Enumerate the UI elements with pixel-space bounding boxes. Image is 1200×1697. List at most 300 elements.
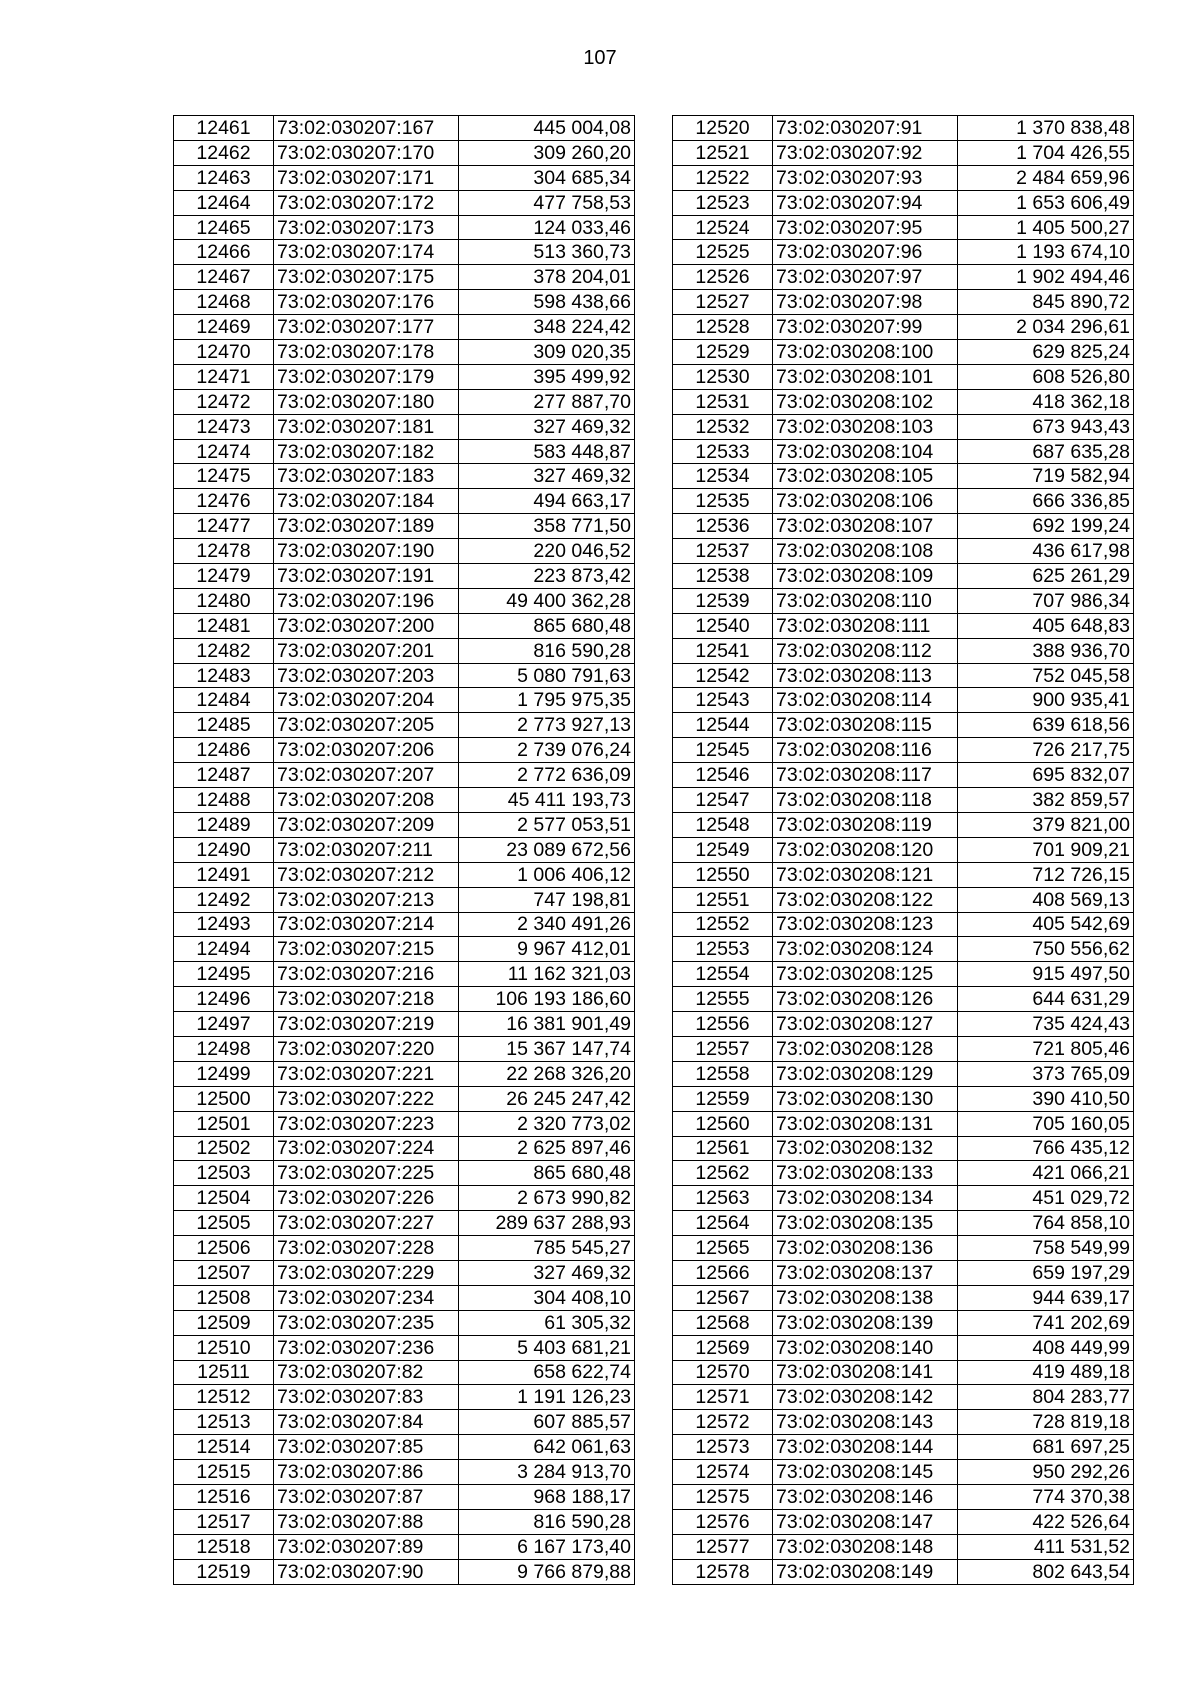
value-cell: 309 020,35 xyxy=(459,340,635,365)
row-number-cell: 12491 xyxy=(174,862,274,887)
row-number-cell: 12550 xyxy=(673,862,773,887)
cadastral-number-cell: 73:02:030207:180 xyxy=(274,389,459,414)
row-number-cell: 12574 xyxy=(673,1460,773,1485)
table-row xyxy=(174,464,635,489)
table-row xyxy=(673,912,1134,937)
row-number-cell: 12480 xyxy=(174,588,274,613)
cadastral-number-cell: 73:02:030207:226 xyxy=(274,1186,459,1211)
value-cell: 845 890,72 xyxy=(958,290,1134,315)
cadastral-number-cell: 73:02:030208:113 xyxy=(773,663,958,688)
row-number-cell: 12501 xyxy=(174,1111,274,1136)
cadastral-number-cell: 73:02:030208:105 xyxy=(773,464,958,489)
cadastral-number-cell: 73:02:030208:106 xyxy=(773,489,958,514)
row-number-cell: 12570 xyxy=(673,1360,773,1385)
row-number-cell: 12555 xyxy=(673,987,773,1012)
cadastral-number-cell: 73:02:030207:189 xyxy=(274,514,459,539)
row-number-cell: 12577 xyxy=(673,1534,773,1559)
value-cell: 1 405 500,27 xyxy=(958,215,1134,240)
cadastral-number-cell: 73:02:030208:111 xyxy=(773,613,958,638)
table-row xyxy=(673,1484,1134,1509)
table-row xyxy=(174,116,635,141)
value-cell: 327 469,32 xyxy=(459,464,635,489)
table-row xyxy=(673,1285,1134,1310)
value-cell: 681 697,25 xyxy=(958,1435,1134,1460)
table-row xyxy=(174,1136,635,1161)
row-number-cell: 12488 xyxy=(174,788,274,813)
cadastral-number-cell: 73:02:030207:220 xyxy=(274,1036,459,1061)
table-row xyxy=(673,788,1134,813)
cadastral-number-cell: 73:02:030207:95 xyxy=(773,215,958,240)
cadastral-number-cell: 73:02:030207:82 xyxy=(274,1360,459,1385)
row-number-cell: 12462 xyxy=(174,140,274,165)
table-row xyxy=(174,1460,635,1485)
cadastral-number-cell: 73:02:030207:209 xyxy=(274,812,459,837)
row-number-cell: 12566 xyxy=(673,1260,773,1285)
table-row xyxy=(673,1360,1134,1385)
row-number-cell: 12557 xyxy=(673,1036,773,1061)
value-cell: 327 469,32 xyxy=(459,414,635,439)
value-cell: 418 362,18 xyxy=(958,389,1134,414)
table-row xyxy=(673,265,1134,290)
value-cell: 750 556,62 xyxy=(958,937,1134,962)
table-row xyxy=(174,1260,635,1285)
table-row xyxy=(174,1310,635,1335)
value-cell: 451 029,72 xyxy=(958,1186,1134,1211)
cadastral-number-cell: 73:02:030208:147 xyxy=(773,1509,958,1534)
cadastral-number-cell: 73:02:030208:130 xyxy=(773,1086,958,1111)
value-cell: 5 080 791,63 xyxy=(459,663,635,688)
table-row xyxy=(673,315,1134,340)
value-cell: 1 795 975,35 xyxy=(459,688,635,713)
table-row xyxy=(174,1111,635,1136)
row-number-cell: 12519 xyxy=(174,1559,274,1584)
row-number-cell: 12571 xyxy=(673,1385,773,1410)
cadastral-number-cell: 73:02:030207:196 xyxy=(274,588,459,613)
table-row xyxy=(673,1460,1134,1485)
row-number-cell: 12495 xyxy=(174,962,274,987)
cadastral-number-cell: 73:02:030208:119 xyxy=(773,812,958,837)
table-row xyxy=(673,663,1134,688)
row-number-cell: 12497 xyxy=(174,1012,274,1037)
row-number-cell: 12532 xyxy=(673,414,773,439)
row-number-cell: 12526 xyxy=(673,265,773,290)
table-row xyxy=(673,190,1134,215)
cadastral-number-cell: 73:02:030207:222 xyxy=(274,1086,459,1111)
table-row xyxy=(673,140,1134,165)
cadastral-number-cell: 73:02:030208:104 xyxy=(773,439,958,464)
table-row xyxy=(673,1211,1134,1236)
table-row xyxy=(174,1360,635,1385)
row-number-cell: 12538 xyxy=(673,564,773,589)
table-row xyxy=(174,265,635,290)
cadastral-number-cell: 73:02:030207:212 xyxy=(274,862,459,887)
cadastral-number-cell: 73:02:030207:235 xyxy=(274,1310,459,1335)
table-row xyxy=(673,240,1134,265)
row-number-cell: 12578 xyxy=(673,1559,773,1584)
value-cell: 764 858,10 xyxy=(958,1211,1134,1236)
value-cell: 445 004,08 xyxy=(459,116,635,141)
value-cell: 408 449,99 xyxy=(958,1335,1134,1360)
row-number-cell: 12565 xyxy=(673,1236,773,1261)
row-number-cell: 12468 xyxy=(174,290,274,315)
cadastral-number-cell: 73:02:030207:223 xyxy=(274,1111,459,1136)
table-row xyxy=(673,1236,1134,1261)
table-row xyxy=(673,1435,1134,1460)
cadastral-number-cell: 73:02:030207:200 xyxy=(274,613,459,638)
row-number-cell: 12466 xyxy=(174,240,274,265)
cadastral-number-cell: 73:02:030208:112 xyxy=(773,638,958,663)
cadastral-number-cell: 73:02:030207:94 xyxy=(773,190,958,215)
value-cell: 1 370 838,48 xyxy=(958,116,1134,141)
value-cell: 422 526,64 xyxy=(958,1509,1134,1534)
value-cell: 865 680,48 xyxy=(459,613,635,638)
value-cell: 735 424,43 xyxy=(958,1012,1134,1037)
row-number-cell: 12470 xyxy=(174,340,274,365)
value-cell: 494 663,17 xyxy=(459,489,635,514)
row-number-cell: 12561 xyxy=(673,1136,773,1161)
cadastral-number-cell: 73:02:030207:214 xyxy=(274,912,459,937)
table-row xyxy=(174,1335,635,1360)
registry-table-left xyxy=(173,115,635,1585)
value-cell: 436 617,98 xyxy=(958,539,1134,564)
value-cell: 49 400 362,28 xyxy=(459,588,635,613)
row-number-cell: 12547 xyxy=(673,788,773,813)
table-row xyxy=(174,1484,635,1509)
cadastral-number-cell: 73:02:030207:176 xyxy=(274,290,459,315)
table-row xyxy=(673,564,1134,589)
value-cell: 865 680,48 xyxy=(459,1161,635,1186)
row-number-cell: 12535 xyxy=(673,489,773,514)
row-number-cell: 12524 xyxy=(673,215,773,240)
row-number-cell: 12471 xyxy=(174,364,274,389)
value-cell: 659 197,29 xyxy=(958,1260,1134,1285)
table-row xyxy=(673,1410,1134,1435)
row-number-cell: 12560 xyxy=(673,1111,773,1136)
cadastral-number-cell: 73:02:030208:122 xyxy=(773,887,958,912)
cadastral-number-cell: 73:02:030208:129 xyxy=(773,1061,958,1086)
row-number-cell: 12498 xyxy=(174,1036,274,1061)
value-cell: 309 260,20 xyxy=(459,140,635,165)
table-row xyxy=(174,140,635,165)
table-row xyxy=(673,887,1134,912)
value-cell: 382 859,57 xyxy=(958,788,1134,813)
row-number-cell: 12548 xyxy=(673,812,773,837)
table-row xyxy=(174,539,635,564)
row-number-cell: 12573 xyxy=(673,1435,773,1460)
cadastral-number-cell: 73:02:030207:218 xyxy=(274,987,459,1012)
value-cell: 220 046,52 xyxy=(459,539,635,564)
value-cell: 477 758,53 xyxy=(459,190,635,215)
value-cell: 785 545,27 xyxy=(459,1236,635,1261)
registry-table-right xyxy=(672,115,1134,1585)
table-row xyxy=(174,638,635,663)
value-cell: 2 773 927,13 xyxy=(459,713,635,738)
value-cell: 5 403 681,21 xyxy=(459,1335,635,1360)
row-number-cell: 12556 xyxy=(673,1012,773,1037)
row-number-cell: 12576 xyxy=(673,1509,773,1534)
row-number-cell: 12563 xyxy=(673,1186,773,1211)
row-number-cell: 12473 xyxy=(174,414,274,439)
row-number-cell: 12461 xyxy=(174,116,274,141)
row-number-cell: 12529 xyxy=(673,340,773,365)
value-cell: 719 582,94 xyxy=(958,464,1134,489)
row-number-cell: 12536 xyxy=(673,514,773,539)
row-number-cell: 12531 xyxy=(673,389,773,414)
table-row xyxy=(174,1385,635,1410)
cadastral-number-cell: 73:02:030207:90 xyxy=(274,1559,459,1584)
cadastral-number-cell: 73:02:030207:206 xyxy=(274,738,459,763)
cadastral-number-cell: 73:02:030208:132 xyxy=(773,1136,958,1161)
value-cell: 304 408,10 xyxy=(459,1285,635,1310)
page-number: 107 xyxy=(583,47,617,69)
cadastral-number-cell: 73:02:030207:91 xyxy=(773,116,958,141)
value-cell: 968 188,17 xyxy=(459,1484,635,1509)
value-cell: 1 704 426,55 xyxy=(958,140,1134,165)
cadastral-number-cell: 73:02:030207:183 xyxy=(274,464,459,489)
cadastral-number-cell: 73:02:030208:117 xyxy=(773,763,958,788)
value-cell: 22 268 326,20 xyxy=(459,1061,635,1086)
value-cell: 2 577 053,51 xyxy=(459,812,635,837)
value-cell: 804 283,77 xyxy=(958,1385,1134,1410)
table-row xyxy=(174,1186,635,1211)
table-row xyxy=(174,215,635,240)
cadastral-number-cell: 73:02:030207:99 xyxy=(773,315,958,340)
value-cell: 1 006 406,12 xyxy=(459,862,635,887)
table-row xyxy=(673,638,1134,663)
row-number-cell: 12487 xyxy=(174,763,274,788)
value-cell: 421 066,21 xyxy=(958,1161,1134,1186)
table-row xyxy=(673,862,1134,887)
value-cell: 721 805,46 xyxy=(958,1036,1134,1061)
row-number-cell: 12549 xyxy=(673,837,773,862)
cadastral-number-cell: 73:02:030207:89 xyxy=(274,1534,459,1559)
cadastral-number-cell: 73:02:030208:137 xyxy=(773,1260,958,1285)
row-number-cell: 12494 xyxy=(174,937,274,962)
value-cell: 900 935,41 xyxy=(958,688,1134,713)
value-cell: 712 726,15 xyxy=(958,862,1134,887)
cadastral-number-cell: 73:02:030207:87 xyxy=(274,1484,459,1509)
cadastral-number-cell: 73:02:030207:170 xyxy=(274,140,459,165)
value-cell: 289 637 288,93 xyxy=(459,1211,635,1236)
value-cell: 687 635,28 xyxy=(958,439,1134,464)
cadastral-number-cell: 73:02:030207:221 xyxy=(274,1061,459,1086)
row-number-cell: 12567 xyxy=(673,1285,773,1310)
value-cell: 61 305,32 xyxy=(459,1310,635,1335)
value-cell: 2 772 636,09 xyxy=(459,763,635,788)
table-row xyxy=(174,190,635,215)
table-row xyxy=(673,389,1134,414)
table-row xyxy=(174,564,635,589)
table-row xyxy=(673,489,1134,514)
value-cell: 2 625 897,46 xyxy=(459,1136,635,1161)
value-cell: 915 497,50 xyxy=(958,962,1134,987)
cadastral-number-cell: 73:02:030208:133 xyxy=(773,1161,958,1186)
value-cell: 2 673 990,82 xyxy=(459,1186,635,1211)
cadastral-number-cell: 73:02:030208:145 xyxy=(773,1460,958,1485)
value-cell: 405 542,69 xyxy=(958,912,1134,937)
value-cell: 3 284 913,70 xyxy=(459,1460,635,1485)
cadastral-number-cell: 73:02:030208:107 xyxy=(773,514,958,539)
cadastral-number-cell: 73:02:030207:172 xyxy=(274,190,459,215)
cadastral-number-cell: 73:02:030207:93 xyxy=(773,165,958,190)
table-row xyxy=(174,1559,635,1584)
row-number-cell: 12472 xyxy=(174,389,274,414)
value-cell: 11 162 321,03 xyxy=(459,962,635,987)
table-row xyxy=(673,464,1134,489)
cadastral-number-cell: 73:02:030208:136 xyxy=(773,1236,958,1261)
row-number-cell: 12554 xyxy=(673,962,773,987)
cadastral-number-cell: 73:02:030207:225 xyxy=(274,1161,459,1186)
table-row xyxy=(673,738,1134,763)
table-row xyxy=(673,1061,1134,1086)
row-number-cell: 12575 xyxy=(673,1484,773,1509)
row-number-cell: 12509 xyxy=(174,1310,274,1335)
row-number-cell: 12499 xyxy=(174,1061,274,1086)
cadastral-number-cell: 73:02:030208:108 xyxy=(773,539,958,564)
value-cell: 358 771,50 xyxy=(459,514,635,539)
row-number-cell: 12512 xyxy=(174,1385,274,1410)
value-cell: 741 202,69 xyxy=(958,1310,1134,1335)
cadastral-number-cell: 73:02:030207:181 xyxy=(274,414,459,439)
value-cell: 23 089 672,56 xyxy=(459,837,635,862)
row-number-cell: 12562 xyxy=(673,1161,773,1186)
cadastral-number-cell: 73:02:030207:174 xyxy=(274,240,459,265)
value-cell: 1 653 606,49 xyxy=(958,190,1134,215)
table-row xyxy=(673,1161,1134,1186)
row-number-cell: 12533 xyxy=(673,439,773,464)
cadastral-number-cell: 73:02:030208:103 xyxy=(773,414,958,439)
table-row xyxy=(673,165,1134,190)
table-row xyxy=(174,663,635,688)
table-row xyxy=(673,1385,1134,1410)
value-cell: 816 590,28 xyxy=(459,1509,635,1534)
table-row xyxy=(673,116,1134,141)
value-cell: 373 765,09 xyxy=(958,1061,1134,1086)
value-cell: 124 033,46 xyxy=(459,215,635,240)
row-number-cell: 12486 xyxy=(174,738,274,763)
row-number-cell: 12500 xyxy=(174,1086,274,1111)
value-cell: 707 986,34 xyxy=(958,588,1134,613)
cadastral-number-cell: 73:02:030207:203 xyxy=(274,663,459,688)
row-number-cell: 12517 xyxy=(174,1509,274,1534)
row-number-cell: 12564 xyxy=(673,1211,773,1236)
value-cell: 701 909,21 xyxy=(958,837,1134,862)
value-cell: 644 631,29 xyxy=(958,987,1134,1012)
row-number-cell: 12544 xyxy=(673,713,773,738)
cadastral-number-cell: 73:02:030208:102 xyxy=(773,389,958,414)
cadastral-number-cell: 73:02:030207:178 xyxy=(274,340,459,365)
cadastral-number-cell: 73:02:030208:116 xyxy=(773,738,958,763)
value-cell: 277 887,70 xyxy=(459,389,635,414)
row-number-cell: 12475 xyxy=(174,464,274,489)
row-number-cell: 12542 xyxy=(673,663,773,688)
cadastral-number-cell: 73:02:030207:205 xyxy=(274,713,459,738)
row-number-cell: 12508 xyxy=(174,1285,274,1310)
table-row xyxy=(673,290,1134,315)
table-row xyxy=(174,962,635,987)
cadastral-number-cell: 73:02:030208:110 xyxy=(773,588,958,613)
row-number-cell: 12504 xyxy=(174,1186,274,1211)
table-row xyxy=(673,1335,1134,1360)
cadastral-number-cell: 73:02:030207:234 xyxy=(274,1285,459,1310)
value-cell: 26 245 247,42 xyxy=(459,1086,635,1111)
table-row xyxy=(673,514,1134,539)
cadastral-number-cell: 73:02:030207:207 xyxy=(274,763,459,788)
table-row xyxy=(673,588,1134,613)
cadastral-number-cell: 73:02:030208:114 xyxy=(773,688,958,713)
value-cell: 1 191 126,23 xyxy=(459,1385,635,1410)
table-row xyxy=(673,987,1134,1012)
value-cell: 419 489,18 xyxy=(958,1360,1134,1385)
value-cell: 758 549,99 xyxy=(958,1236,1134,1261)
value-cell: 658 622,74 xyxy=(459,1360,635,1385)
cadastral-number-cell: 73:02:030207:190 xyxy=(274,539,459,564)
table-row xyxy=(673,539,1134,564)
table-row xyxy=(673,1260,1134,1285)
row-number-cell: 12478 xyxy=(174,539,274,564)
value-cell: 45 411 193,73 xyxy=(459,788,635,813)
cadastral-number-cell: 73:02:030207:179 xyxy=(274,364,459,389)
row-number-cell: 12518 xyxy=(174,1534,274,1559)
table-row xyxy=(174,738,635,763)
value-cell: 388 936,70 xyxy=(958,638,1134,663)
value-cell: 774 370,38 xyxy=(958,1484,1134,1509)
value-cell: 304 685,34 xyxy=(459,165,635,190)
value-cell: 695 832,07 xyxy=(958,763,1134,788)
value-cell: 673 943,43 xyxy=(958,414,1134,439)
table-row xyxy=(174,1410,635,1435)
table-row xyxy=(673,215,1134,240)
cadastral-number-cell: 73:02:030207:84 xyxy=(274,1410,459,1435)
cadastral-number-cell: 73:02:030208:127 xyxy=(773,1012,958,1037)
row-number-cell: 12572 xyxy=(673,1410,773,1435)
value-cell: 348 224,42 xyxy=(459,315,635,340)
cadastral-number-cell: 73:02:030208:120 xyxy=(773,837,958,862)
cadastral-number-cell: 73:02:030207:224 xyxy=(274,1136,459,1161)
table-row xyxy=(174,912,635,937)
cadastral-number-cell: 73:02:030208:131 xyxy=(773,1111,958,1136)
table-row xyxy=(673,1012,1134,1037)
row-number-cell: 12527 xyxy=(673,290,773,315)
row-number-cell: 12546 xyxy=(673,763,773,788)
value-cell: 598 438,66 xyxy=(459,290,635,315)
row-number-cell: 12484 xyxy=(174,688,274,713)
row-number-cell: 12540 xyxy=(673,613,773,638)
cadastral-number-cell: 73:02:030207:191 xyxy=(274,564,459,589)
table-row xyxy=(174,315,635,340)
cadastral-number-cell: 73:02:030208:142 xyxy=(773,1385,958,1410)
table-row xyxy=(673,1036,1134,1061)
table-row xyxy=(174,514,635,539)
value-cell: 9 766 879,88 xyxy=(459,1559,635,1584)
table-row xyxy=(174,414,635,439)
value-cell: 15 367 147,74 xyxy=(459,1036,635,1061)
cadastral-number-cell: 73:02:030207:229 xyxy=(274,1260,459,1285)
cadastral-number-cell: 73:02:030207:184 xyxy=(274,489,459,514)
cadastral-number-cell: 73:02:030208:138 xyxy=(773,1285,958,1310)
cadastral-number-cell: 73:02:030208:118 xyxy=(773,788,958,813)
cadastral-number-cell: 73:02:030207:204 xyxy=(274,688,459,713)
value-cell: 411 531,52 xyxy=(958,1534,1134,1559)
table-row xyxy=(673,688,1134,713)
value-cell: 629 825,24 xyxy=(958,340,1134,365)
cadastral-number-cell: 73:02:030207:92 xyxy=(773,140,958,165)
table-row xyxy=(174,987,635,1012)
value-cell: 6 167 173,40 xyxy=(459,1534,635,1559)
table-row xyxy=(174,837,635,862)
table-row xyxy=(174,1086,635,1111)
row-number-cell: 12523 xyxy=(673,190,773,215)
